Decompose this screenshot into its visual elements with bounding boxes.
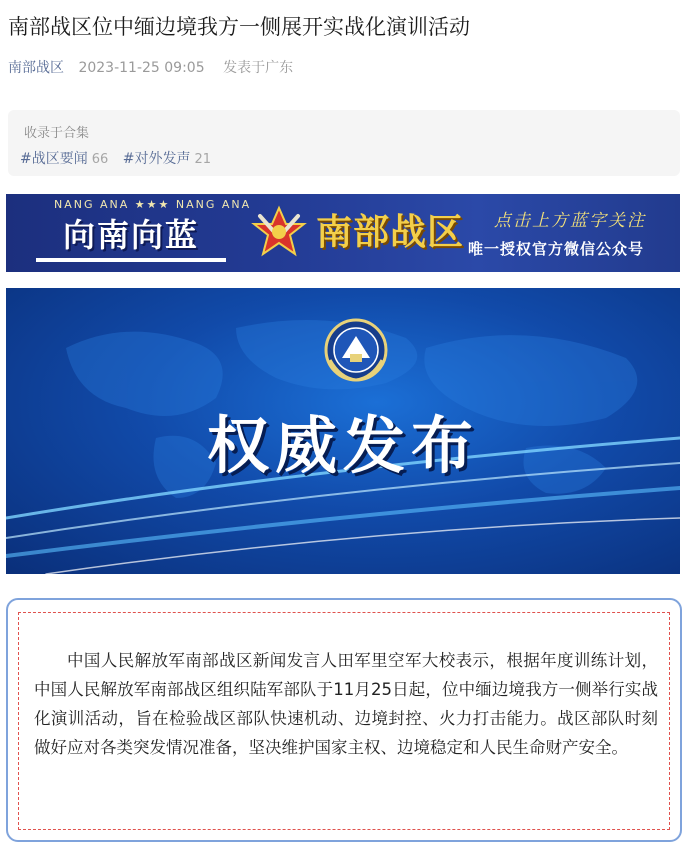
collection-tag-zhanqu[interactable] xyxy=(20,151,108,167)
banner-command-name: 南部战区 xyxy=(316,212,465,253)
southern-theater-seal-icon xyxy=(326,320,386,380)
hero-headline: 权威发布 xyxy=(206,409,479,482)
banner-slogan-underline xyxy=(36,258,226,262)
account-banner[interactable] xyxy=(6,194,680,272)
collection-tag-label: #对外发声 xyxy=(122,151,191,167)
banner-stars: NANG ANA ★★★ NANG ANA xyxy=(54,198,252,211)
article-title: 南部战区位中缅边境我方一侧展开实战化演训活动 xyxy=(8,15,470,39)
collection-tag-count: 21 xyxy=(194,152,212,167)
collection-tag-duiwai[interactable] xyxy=(123,151,211,167)
collection-caption: 收录于合集 xyxy=(24,126,90,141)
author-link[interactable]: 南部战区 xyxy=(8,60,64,76)
collection-tags xyxy=(20,148,221,168)
banner-follow-hint: 点击上方蓝字关注 xyxy=(494,211,646,231)
military-emblem-icon xyxy=(250,204,308,262)
collection-tag-count: 66 xyxy=(91,152,109,167)
banner-slogan: 向南向蓝 xyxy=(62,216,199,254)
article-body-frame xyxy=(6,598,682,842)
collection-box xyxy=(8,110,680,176)
hero-image xyxy=(6,288,680,574)
collection-tag-label: #战区要闻 xyxy=(20,151,88,167)
publish-time: 2023-11-25 09:05 xyxy=(78,60,205,76)
article-paragraph: 中国人民解放军南部战区新闻发言人田军里空军大校表示，根据年度训练计划，中国人民解放军南部战区组织陆军部队于11月25日起，位中缅边境我方一侧举行实战化演训活动，旨在检验战区部队快速机动、边境封控、火力打击能力。战区部队时刻做好应对各类突发情况准备，坚决维护国家主权、边境稳定和人民生命财产安全。 xyxy=(34,651,658,757)
banner-subtitle: 唯一授权官方微信公众号 xyxy=(468,240,645,258)
article-meta xyxy=(8,58,293,78)
publish-location: 发表于广东 xyxy=(223,60,294,76)
